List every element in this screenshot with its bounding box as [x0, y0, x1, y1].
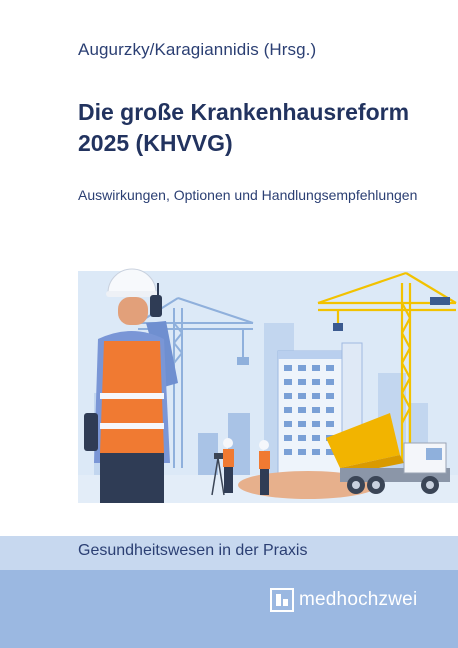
- publisher-name: medhochzwei: [299, 589, 418, 610]
- series-title: Gesundheitswesen in der Praxis: [78, 542, 308, 559]
- publisher-logo: [270, 588, 417, 612]
- book-subtitle: Auswirkungen, Optionen und Handlungsempfehlungen: [78, 187, 418, 203]
- construction-illustration: [78, 263, 458, 503]
- title-line-2: 2025 (KHVVG): [78, 130, 233, 156]
- title-line-1: Die große Krankenhausreform: [78, 99, 410, 125]
- medhochzwei-logo-icon: [270, 588, 294, 612]
- book-title: [78, 97, 438, 159]
- authors: Augurzky/Karagiannidis (Hrsg.): [78, 40, 317, 59]
- white-separator: [0, 503, 458, 536]
